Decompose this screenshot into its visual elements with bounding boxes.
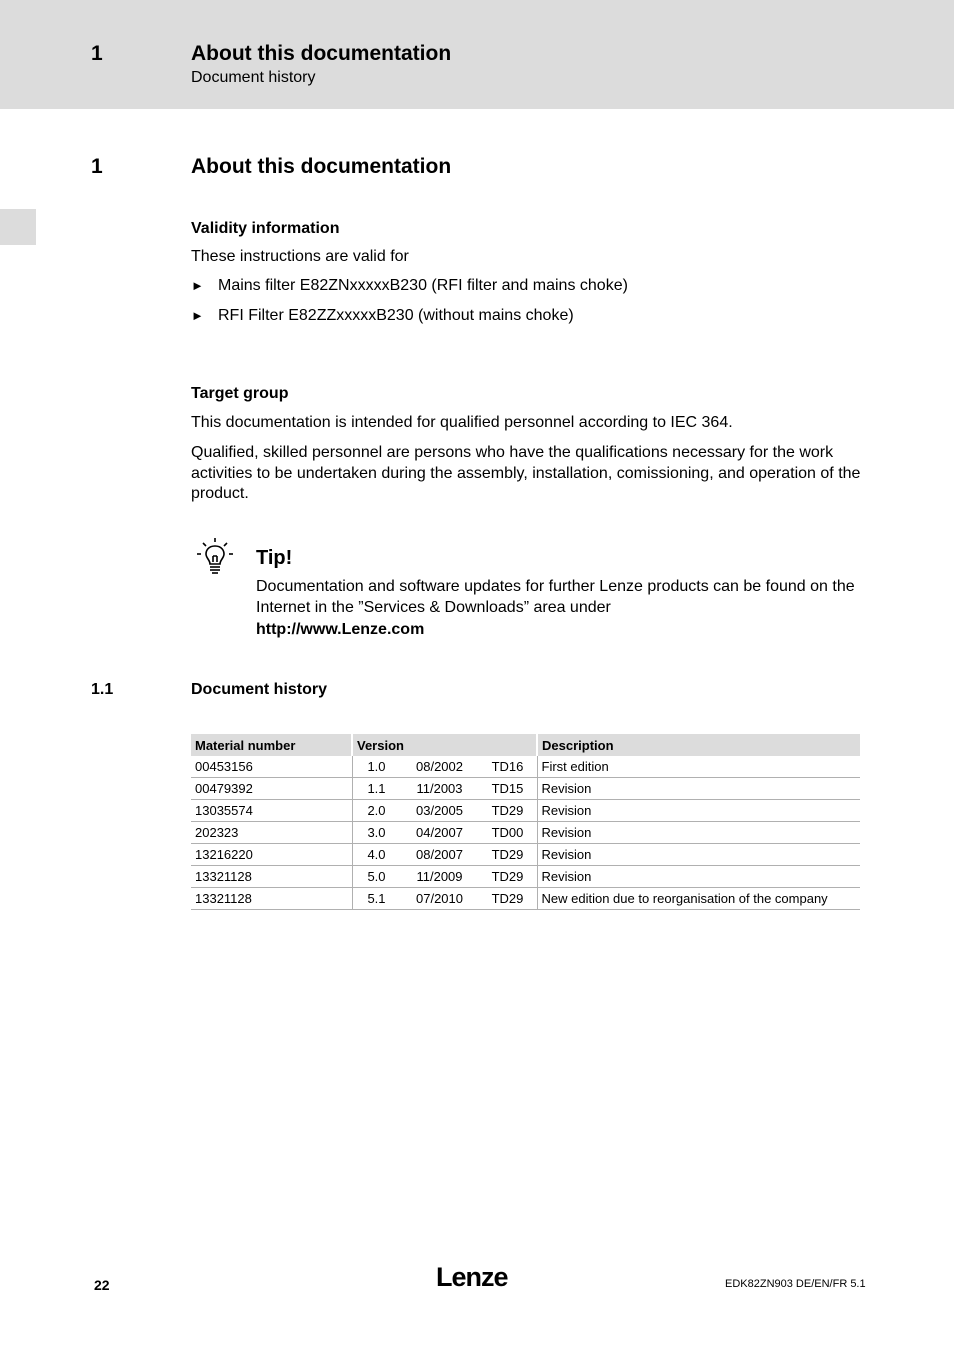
cell-description: Revision [537,800,860,822]
chapter-side-tab [0,209,36,245]
bullet-arrow-icon: ► [191,308,204,323]
cell-material-number: 00479392 [191,778,352,800]
cell-td: TD29 [479,888,538,910]
header-chapter-number: 1 [91,42,103,65]
cell-version: 1.1 [352,778,401,800]
table-header-row [191,734,860,756]
header-band [0,0,954,109]
cell-material-number: 13321128 [191,888,352,910]
target-group-p1: This documentation is intended for qualified personnel according to IEC 364. [191,414,733,431]
cell-version: 1.0 [352,756,401,778]
cell-td: TD29 [479,800,538,822]
lightbulb-icon [195,537,235,577]
lenze-logo: Lenze [436,1262,508,1292]
cell-description: Revision [537,844,860,866]
cell-material-number: 202323 [191,822,352,844]
section-title: About this documentation [191,155,452,178]
table-row [191,756,860,778]
document-history-table [191,734,860,910]
header-version: Version [352,734,537,756]
header-description: Description [537,734,860,756]
cell-description: First edition [537,756,860,778]
cell-description: New edition due to reorganisation of the company [537,888,860,910]
target-group-p2: Qualified, skilled personnel are persons who have the qualifications necessary for the work activities to be undertaken during the assembly, installation, comissioning, and operation of the product. [191,444,861,502]
validity-intro: These instructions are valid for [191,248,409,265]
cell-material-number: 13216220 [191,844,352,866]
header-material-number: Material number [191,734,352,756]
cell-version: 5.0 [352,866,401,888]
cell-material-number: 13321128 [191,866,352,888]
tip-text: Documentation and software updates for further Lenze products can be found on the Internet in the ”Services & Downloads” area under [256,578,855,616]
cell-td: TD29 [479,844,538,866]
cell-date: 04/2007 [401,822,479,844]
table-row [191,866,860,888]
section-number: 1 [91,155,103,178]
table-row [191,778,860,800]
validity-item [191,277,628,295]
bullet-arrow-icon: ► [191,278,204,293]
table-row [191,844,860,866]
cell-date: 07/2010 [401,888,479,910]
cell-description: Revision [537,778,860,800]
validity-item [191,307,574,325]
header-subtitle: Document history [191,69,316,86]
cell-description: Revision [537,822,860,844]
target-group-heading: Target group [191,385,289,402]
table-body [191,756,860,910]
tip-title: Tip! [256,547,293,569]
cell-version: 3.0 [352,822,401,844]
validity-item-text: Mains filter E82ZNxxxxxB230 (RFI filter and mains choke) [218,277,628,294]
table-row [191,888,860,910]
header-chapter-title: About this documentation [191,42,452,65]
table-row [191,822,860,844]
page-number: 22 [94,1277,110,1293]
table-row [191,800,860,822]
cell-material-number: 13035574 [191,800,352,822]
cell-material-number: 00453156 [191,756,352,778]
cell-date: 08/2007 [401,844,479,866]
cell-version: 5.1 [352,888,401,910]
cell-td: TD16 [479,756,538,778]
validity-heading: Validity information [191,220,340,237]
cell-date: 11/2003 [401,778,479,800]
cell-version: 2.0 [352,800,401,822]
validity-item-text: RFI Filter E82ZZxxxxxB230 (without mains choke) [218,307,574,324]
cell-td: TD29 [479,866,538,888]
cell-version: 4.0 [352,844,401,866]
cell-description: Revision [537,866,860,888]
cell-td: TD15 [479,778,538,800]
document-id: EDK82ZN903 DE/EN/FR 5.1 [725,1278,866,1290]
cell-td: TD00 [479,822,538,844]
subsection-number: 1.1 [91,681,114,698]
cell-date: 08/2002 [401,756,479,778]
cell-date: 03/2005 [401,800,479,822]
cell-date: 11/2009 [401,866,479,888]
subsection-title: Document history [191,681,328,698]
tip-link[interactable]: http://www.Lenze.com [256,621,425,638]
